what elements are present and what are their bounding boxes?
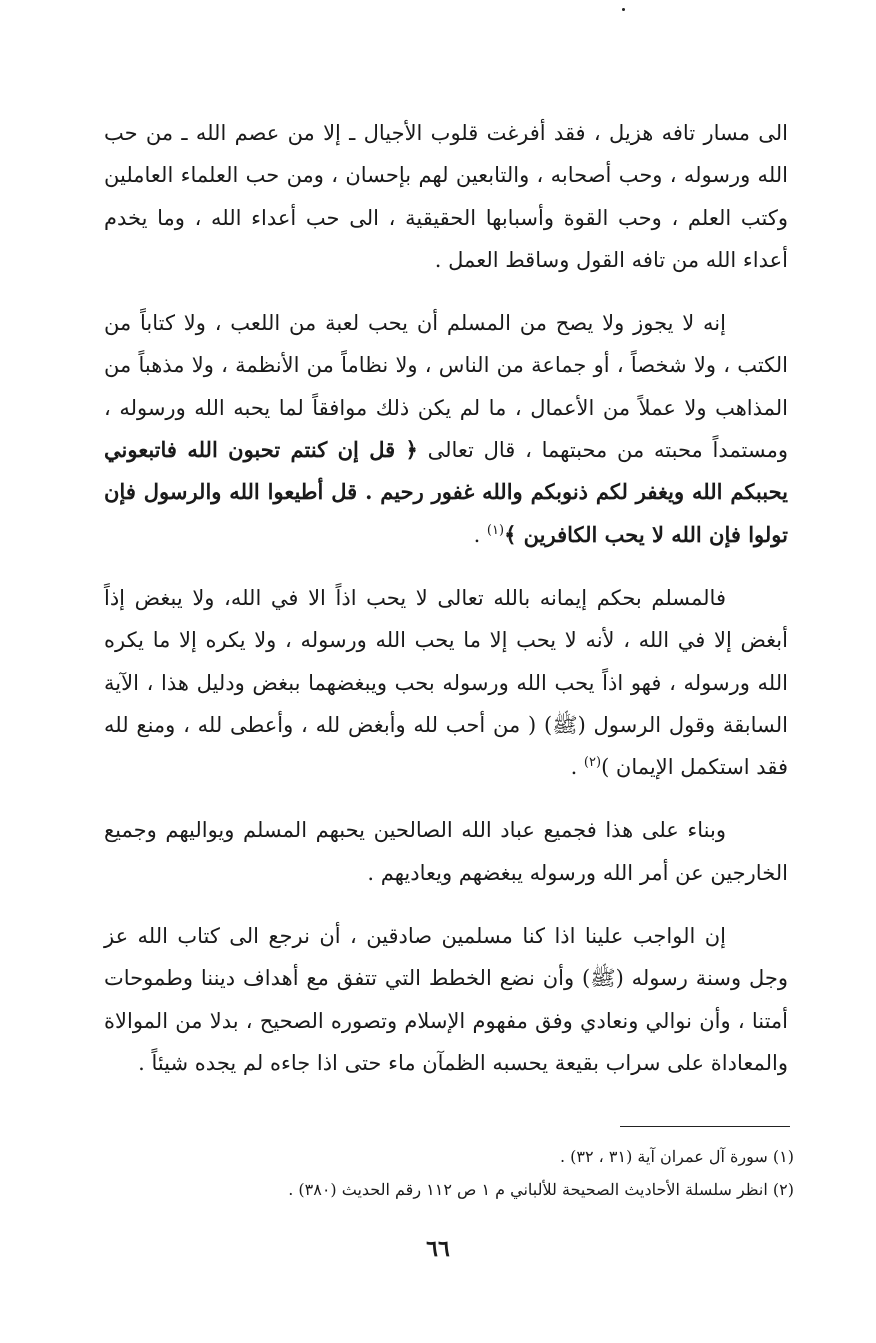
footnote-1: (١) سورة آل عمران آية (٣١ ، ٣٢) .	[559, 1147, 794, 1166]
paragraph-2-end: .	[473, 522, 487, 547]
footnote-ref-1: (١)	[486, 522, 505, 538]
paragraph-4-text: وبناء على هذا فجميع عباد الله الصالحين يحبهم المسلم ويواليهم وجميع الخارجين عن أمر الله ورسوله يبغضهم ويعاديهم .	[104, 818, 788, 885]
paragraph-5-text: إن الواجب علينا اذا كنا مسلمين صادقين ، أن نرجع الى كتاب الله عز وجل وسنة رسوله (ﷺ) وأن نضع الخطط التي تتفق مع أهداف ديننا وطموحات أمتنا ، وأن نوالي ونعادي وفق مفهوم الإسلام وتصوره الصحيح ، بدلا من الموالاة والمعاداة على سراب بقيعة يحسبه الظمآن ماء حتى اذا جاءه لم يجده شيئاً .	[104, 924, 788, 1075]
paragraph-3-end: .	[570, 755, 584, 780]
paragraph-2-text: إنه لا يجوز ولا يصح من المسلم أن يحب لعبة من اللعب ، ولا كتاباً من الكتب ، ولا شخصاً ، أو جماعة من الناس ، ولا نظاماً من الأنظمة ، ولا مذهباً من المذاهب ولا عملاً من الأعمال ، ما لم يكن ذلك موافقاً لما يحبه الله ورسوله ، ومستمداً محبته من محبتهما ، قال تعالى	[104, 311, 788, 463]
paragraph-5	[104, 915, 788, 1084]
page-body	[104, 112, 788, 1105]
footnotes	[104, 1140, 794, 1206]
footnote-ref-2: (٢)	[583, 755, 602, 771]
page-number: ٦٦	[426, 1236, 450, 1262]
speck-mark	[622, 8, 625, 11]
paragraph-3-text: فالمسلم بحكم إيمانه بالله تعالى لا يحب اذاً الا في الله، ولا يبغض إذاً أبغض إلا في الله ، لأنه لا يحب إلا ما يحب الله ورسوله ، ولا يكره إلا ما يكره الله ورسوله ، فهو اذاً يحب الله ورسوله بحب ويبغضهما ببغض ودليل هذا ، الآية السابقة وقول الرسول (ﷺ) ( من أحب لله وأبغض لله ، وأعطى لله ، ومنع لله فقد استكمل الإيمان )	[104, 585, 788, 780]
paragraph-1-text: الى مسار تافه هزيل ، فقد أفرغت قلوب الأجيال ـ إلا من عصم الله ـ من حب الله ورسوله ، وحب أصحابه ، والتابعين لهم بإحسان ، ومن حب العلماء العاملين وكتب العلم ، وحب القوة وأسبابها الحقيقية ، الى حب أعداء الله ، وما يخدم أعداء الله من تافه القول وساقط العمل .	[104, 121, 788, 272]
footnote-divider	[620, 1126, 790, 1127]
paragraph-3	[104, 577, 788, 788]
footnote-2: (٢) انظر سلسلة الأحاديث الصحيحة للألباني م ١ ص ١١٢ رقم الحديث (٣٨٠) .	[288, 1180, 794, 1199]
paragraph-1	[104, 112, 788, 281]
paragraph-2	[104, 302, 788, 556]
paragraph-4	[104, 809, 788, 894]
quran-verse: ﴿ قل إن كنتم تحبون الله فاتبعوني يحببكم الله ويغفر لكم ذنوبكم والله غفور رحيم . قل أطيعوا الله والرسول فإن تولوا فإن الله لا يحب الكافرين ﴾	[104, 437, 788, 547]
